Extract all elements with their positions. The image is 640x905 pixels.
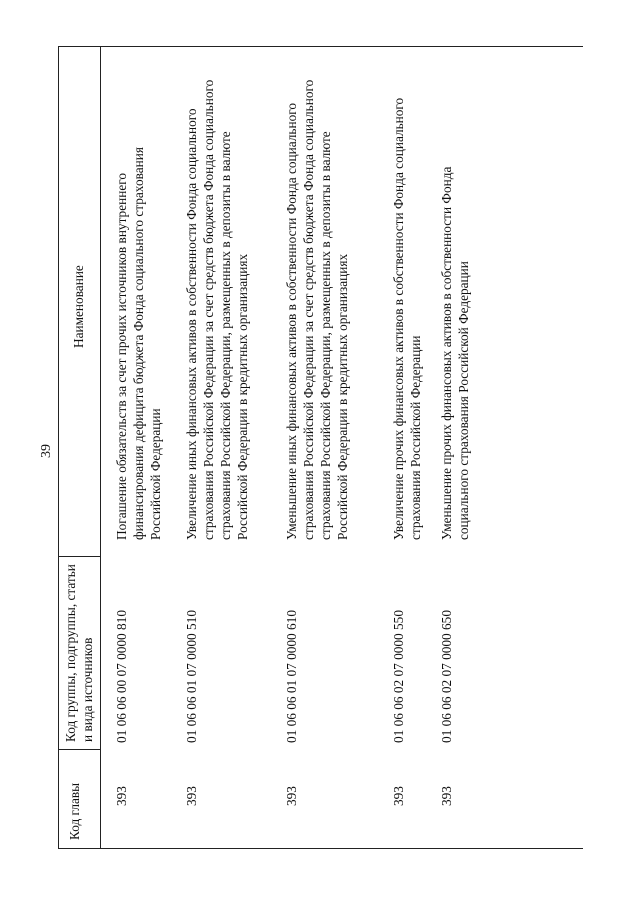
header-separator	[100, 46, 101, 849]
row-3-code: 01 06 06 01 07 0000 610	[284, 610, 299, 743]
row-4-chapter: 393	[391, 786, 406, 806]
row-5-name: Уменьшение прочих финансовых активов в собственности Фонда социального страхования Российской Федерации	[439, 166, 471, 540]
page-number: 39	[39, 444, 54, 458]
row-1-code: 01 06 06 00 07 0000 810	[114, 610, 129, 743]
row-2-code: 01 06 06 01 07 0000 510	[184, 610, 199, 743]
table-border-top	[58, 46, 583, 47]
row-4-name: Увеличение прочих финансовых активов в собственности Фонда социального страхования Российской Федерации	[391, 97, 423, 540]
row-5-chapter: 393	[439, 786, 454, 806]
row-3-name: Уменьшение иных финансовых активов в собственности Фонда социального страхования Российской Федерации за счет средств бюджета Фонда социального страхования Российской Федерации, размещенных в депозиты в валюте Российской Федерации в кредитных организациях	[284, 79, 350, 540]
row-2-chapter: 393	[184, 786, 199, 806]
column-divider-2	[58, 556, 100, 557]
row-2-name: Увеличение иных финансовых активов в собственности Фонда социального страхования Российской Федерации за счет средств бюджета Фонда социального страхования Российской Федерации, размещенных в депозиты в валюте Российской Федерации в кредитных организациях	[184, 79, 250, 540]
column-divider-1	[58, 749, 100, 750]
row-4-code: 01 06 06 02 07 0000 550	[391, 610, 406, 743]
row-1-chapter: 393	[114, 786, 129, 806]
table-border-left	[58, 46, 59, 849]
header-chapter-code: Код главы	[67, 782, 82, 840]
row-1-name: Погашение обязательств за счет прочих источников внутреннего финансирования дефицита бюджета Фонда социального страхования Российской Федерации	[114, 147, 163, 540]
row-3-chapter: 393	[284, 786, 299, 806]
header-name: Наименование	[71, 265, 86, 348]
header-group-code: Код группы, подгруппы, статьи и вида источников	[63, 564, 95, 742]
row-5-code: 01 06 06 02 07 0000 650	[439, 610, 454, 743]
table-border-bottom	[58, 848, 583, 849]
